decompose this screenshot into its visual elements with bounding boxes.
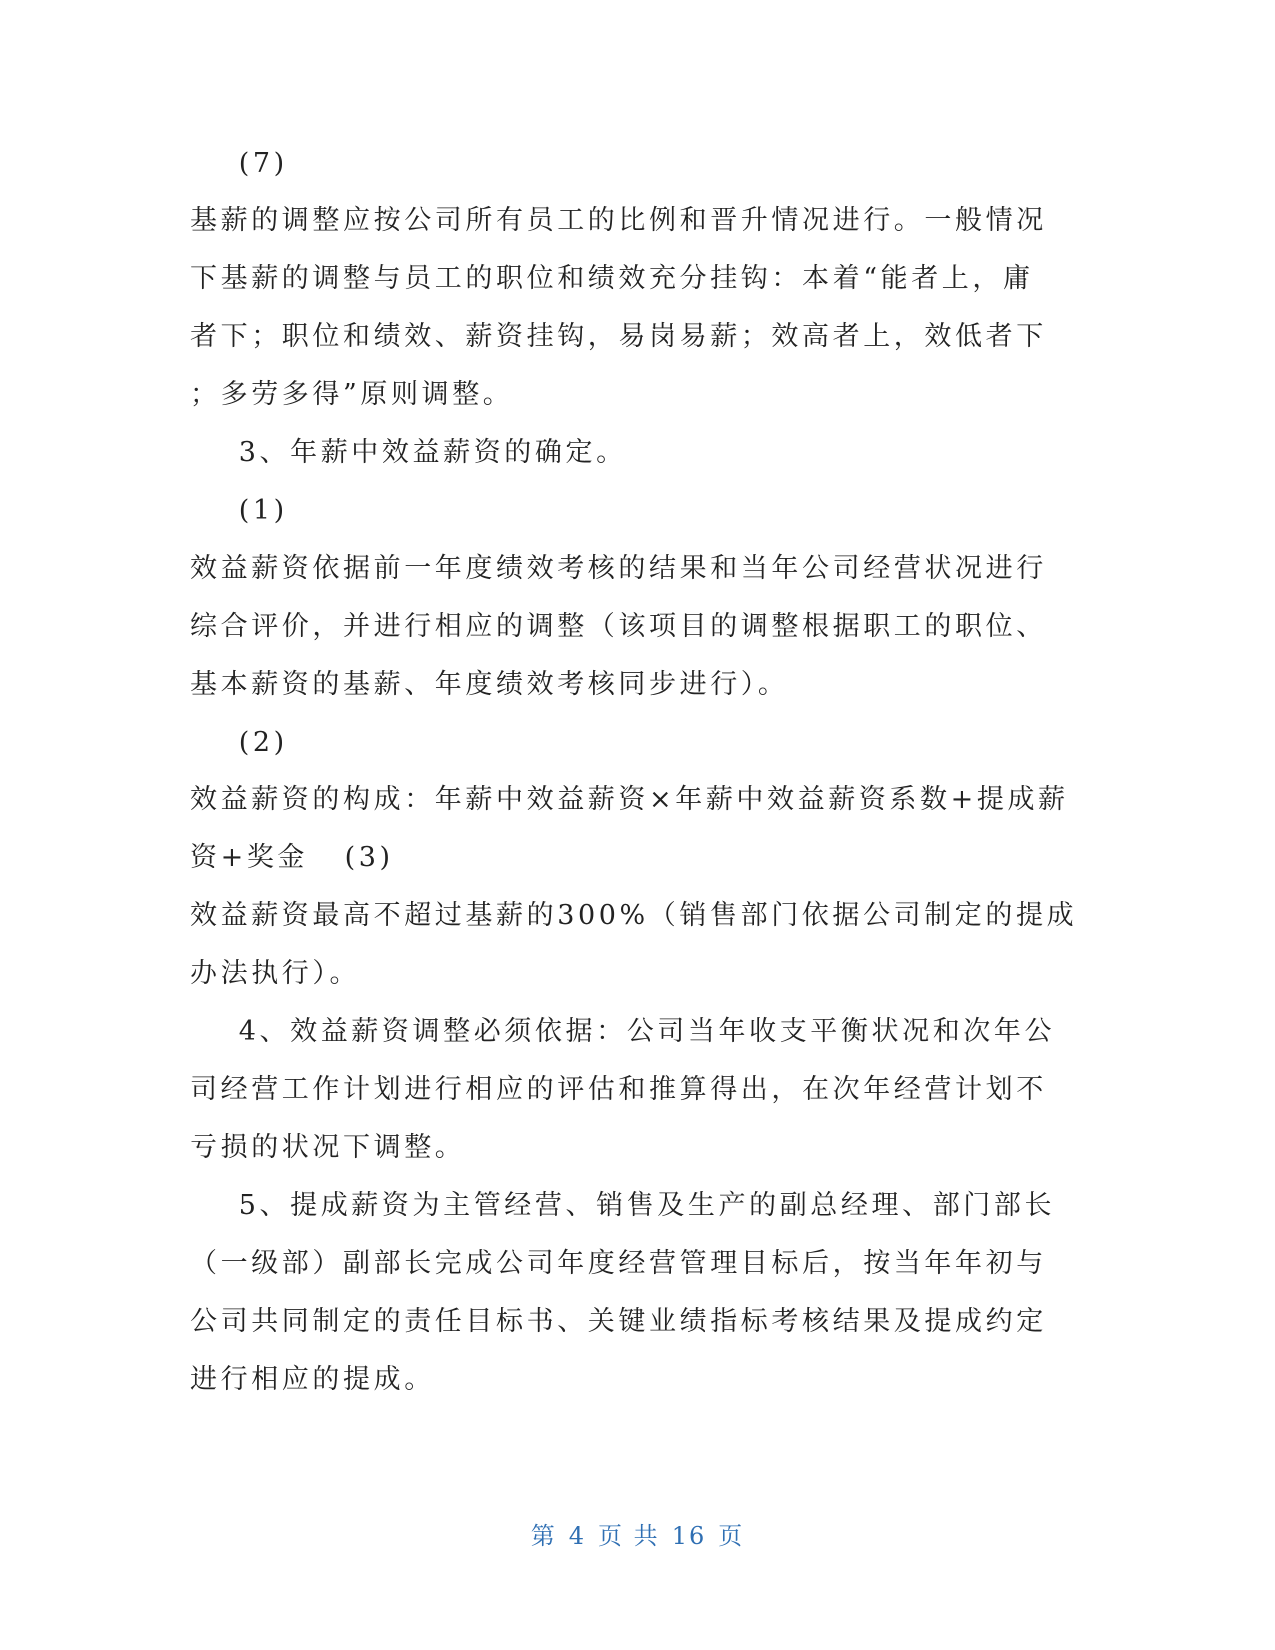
text-line: 公司共同制定的责任目标书、关键业绩指标考核结果及提成约定	[190, 1306, 1047, 1337]
paragraph-label-7: (7)	[190, 148, 288, 179]
text-line: 办法执行）。	[190, 958, 361, 989]
text-line: 效益薪资的构成：年薪中效益薪资×年薪中效益薪资系数+提成薪	[190, 784, 1069, 815]
text-line: 效益薪资最高不超过基薪的300%（销售部门依据公司制定的提成	[190, 900, 1078, 931]
paragraph-label-2: (2)	[190, 727, 288, 758]
text-line: 基薪的调整应按公司所有员工的比例和晋升情况进行。一般情况	[190, 205, 1047, 236]
footer-prefix: 第	[530, 1522, 557, 1550]
page-number-footer	[0, 1520, 1275, 1552]
text-line: （一级部）副部长完成公司年度经营管理目标后，按当年年初与	[190, 1248, 1047, 1279]
text-line: 效益薪资依据前一年度绩效考核的结果和当年公司经营状况进行	[190, 553, 1047, 584]
section-heading-3: 3、年薪中效益薪资的确定。	[190, 437, 627, 468]
text-line: ；多劳多得”原则调整。	[190, 379, 514, 410]
total-page-count: 16	[671, 1522, 707, 1550]
text-line: 司经营工作计划进行相应的评估和推算得出，在次年经营计划不	[190, 1074, 1047, 1105]
section-heading-4: 4、效益薪资调整必须依据：公司当年收支平衡状况和次年公	[190, 1016, 1056, 1047]
text-line: 基本薪资的基薪、年度绩效考核同步进行）。	[190, 669, 789, 700]
text-line: 资+奖金 (3)	[190, 842, 394, 873]
text-line: 综合评价，并进行相应的调整（该项目的调整根据职工的职位、	[190, 611, 1047, 642]
text-line: 者下；职位和绩效、薪资挂钩，易岗易薪；效高者上，效低者下	[190, 321, 1047, 352]
footer-middle: 页 共	[598, 1522, 660, 1550]
footer-suffix: 页	[718, 1522, 745, 1550]
paragraph-label-1: (1)	[190, 495, 288, 526]
text-line: 亏损的状况下调整。	[190, 1132, 466, 1163]
section-heading-5: 5、提成薪资为主管经营、销售及生产的副总经理、部门部长	[190, 1190, 1056, 1221]
text-line: 下基薪的调整与员工的职位和绩效充分挂钩：本着“能者上，庸	[190, 263, 1034, 294]
current-page-number: 4	[568, 1522, 587, 1550]
text-line: 进行相应的提成。	[190, 1364, 435, 1395]
